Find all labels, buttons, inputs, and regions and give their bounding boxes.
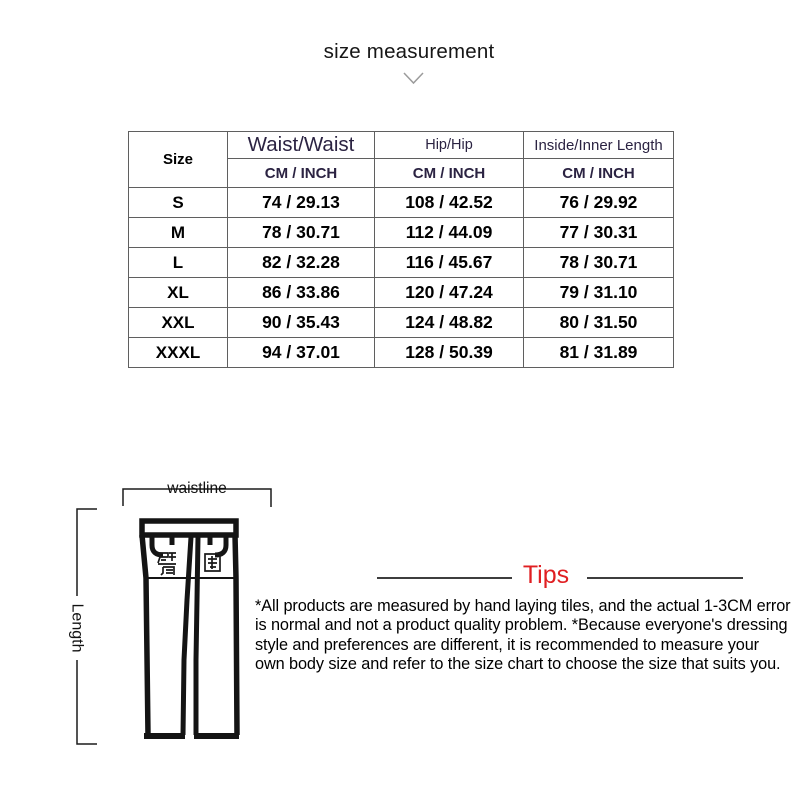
hip-cell: 124 / 48.82 [375, 308, 524, 338]
column-header-hip: Hip/Hip [375, 132, 524, 159]
unit-header-waist: CM / INCH [228, 159, 375, 188]
waist-cell: 78 / 30.71 [228, 218, 375, 248]
unit-header-hip: CM / INCH [375, 159, 524, 188]
size-table [128, 131, 674, 368]
table-row [129, 278, 674, 308]
waist-cell: 94 / 37.01 [228, 338, 375, 368]
tips-paragraph [255, 597, 791, 675]
pants-outline-drawing [142, 521, 239, 736]
length-label: Length [68, 603, 86, 653]
size-cell: XL [129, 278, 228, 308]
table-row [129, 218, 674, 248]
size-cell: XXL [129, 308, 228, 338]
table-row [129, 338, 674, 368]
size-cell: L [129, 248, 228, 278]
tips-text-line: own body size and refer to the size chart to choose the size that suits you. [255, 655, 781, 674]
tips-title: Tips [522, 561, 570, 589]
hip-cell: 108 / 42.52 [375, 188, 524, 218]
waist-cell: 90 / 35.43 [228, 308, 375, 338]
size-cell: XXXL [129, 338, 228, 368]
tips-text-line: *All products are measured by hand laying tiles, and the actual 1-3CM error [255, 597, 791, 615]
table-row [129, 188, 674, 218]
inner-length-cell: 78 / 30.71 [524, 248, 674, 278]
hip-cell: 128 / 50.39 [375, 338, 524, 368]
table-row [129, 248, 674, 278]
column-header-inner-length: Inside/Inner Length [524, 132, 674, 159]
waistline-label: waistline [167, 480, 227, 497]
chevron-down-icon [402, 71, 426, 87]
waist-cell: 74 / 29.13 [228, 188, 375, 218]
size-corner-header: Size [129, 132, 228, 188]
inner-length-cell: 80 / 31.50 [524, 308, 674, 338]
size-cell: S [129, 188, 228, 218]
size-cell: M [129, 218, 228, 248]
table-row [129, 308, 674, 338]
tips-divider-right [587, 577, 743, 579]
hip-cell: 120 / 47.24 [375, 278, 524, 308]
waist-cell: 82 / 32.28 [228, 248, 375, 278]
inner-length-cell: 81 / 31.89 [524, 338, 674, 368]
tips-divider-left [377, 577, 512, 579]
hip-cell: 116 / 45.67 [375, 248, 524, 278]
page-title: size measurement [323, 40, 495, 63]
table-header-row [129, 132, 674, 159]
unit-header-inner-length: CM / INCH [524, 159, 674, 188]
inner-length-cell: 79 / 31.10 [524, 278, 674, 308]
inner-length-cell: 76 / 29.92 [524, 188, 674, 218]
tips-text-line: style and preferences are different, it is recommended to measure your [255, 635, 760, 654]
inner-length-cell: 77 / 30.31 [524, 218, 674, 248]
waist-cell: 86 / 33.86 [228, 278, 375, 308]
hip-cell: 112 / 44.09 [375, 218, 524, 248]
column-header-waist: Waist/Waist [228, 132, 375, 159]
tips-text-line: is normal and not a product quality problem. *Because everyone's dressing [255, 616, 788, 635]
